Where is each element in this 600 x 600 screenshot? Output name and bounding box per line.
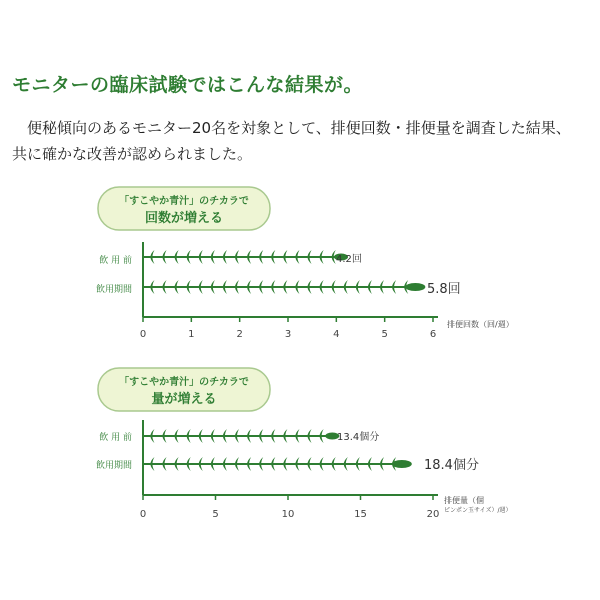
x-tick-label: 1 [188,329,195,340]
bar-end-leaf [392,460,412,468]
chart-visits [96,187,514,340]
x-tick-label: 10 [281,509,295,520]
category-label: 飲用期間 [95,461,132,471]
x-axis-title-sub: ピンポン玉サイズ）/週） [444,507,512,514]
x-tick-label: 0 [139,509,147,520]
x-tick-label: 2 [236,329,243,340]
value-label: 4.2回 [336,254,362,265]
intro-paragraph: 便秘傾向のあるモニター20名を対象として、排便回数・排便量を調査した結果、共に確かな改善が認められました。 [12,119,571,163]
bar-end-leaf [405,283,425,291]
category-label: 飲用期間 [95,285,132,295]
x-tick-label: 15 [354,509,367,520]
chart-label-line1: 「すこやか青汁」のチカラで [119,196,249,207]
x-tick-label: 0 [139,329,147,340]
x-tick-label: 3 [284,329,292,340]
x-tick-label: 20 [426,509,440,520]
x-tick-label: 5 [381,329,388,340]
x-tick-label: 6 [429,329,437,340]
value-label: 13.4個分 [337,432,380,443]
category-label: 飲 用 前 [99,256,132,266]
page-heading: モニターの臨床試験ではこんな結果が。 [12,74,364,96]
chart-label-line2: 量が増える [151,392,217,407]
category-label: 飲 用 前 [99,433,132,443]
x-axis-title: 排便回数（回/週） [447,320,514,329]
value-label: 18.4個分 [424,458,479,473]
chart-label-line2: 回数が増える [144,211,224,226]
x-axis-title: 排便量（個 [444,496,484,505]
chart-volume [96,368,512,520]
value-label: 5.8回 [427,282,461,297]
chart-label-line1: 「すこやか青汁」のチカラで [119,377,249,388]
x-tick-label: 4 [333,329,340,340]
x-tick-label: 5 [212,509,219,520]
